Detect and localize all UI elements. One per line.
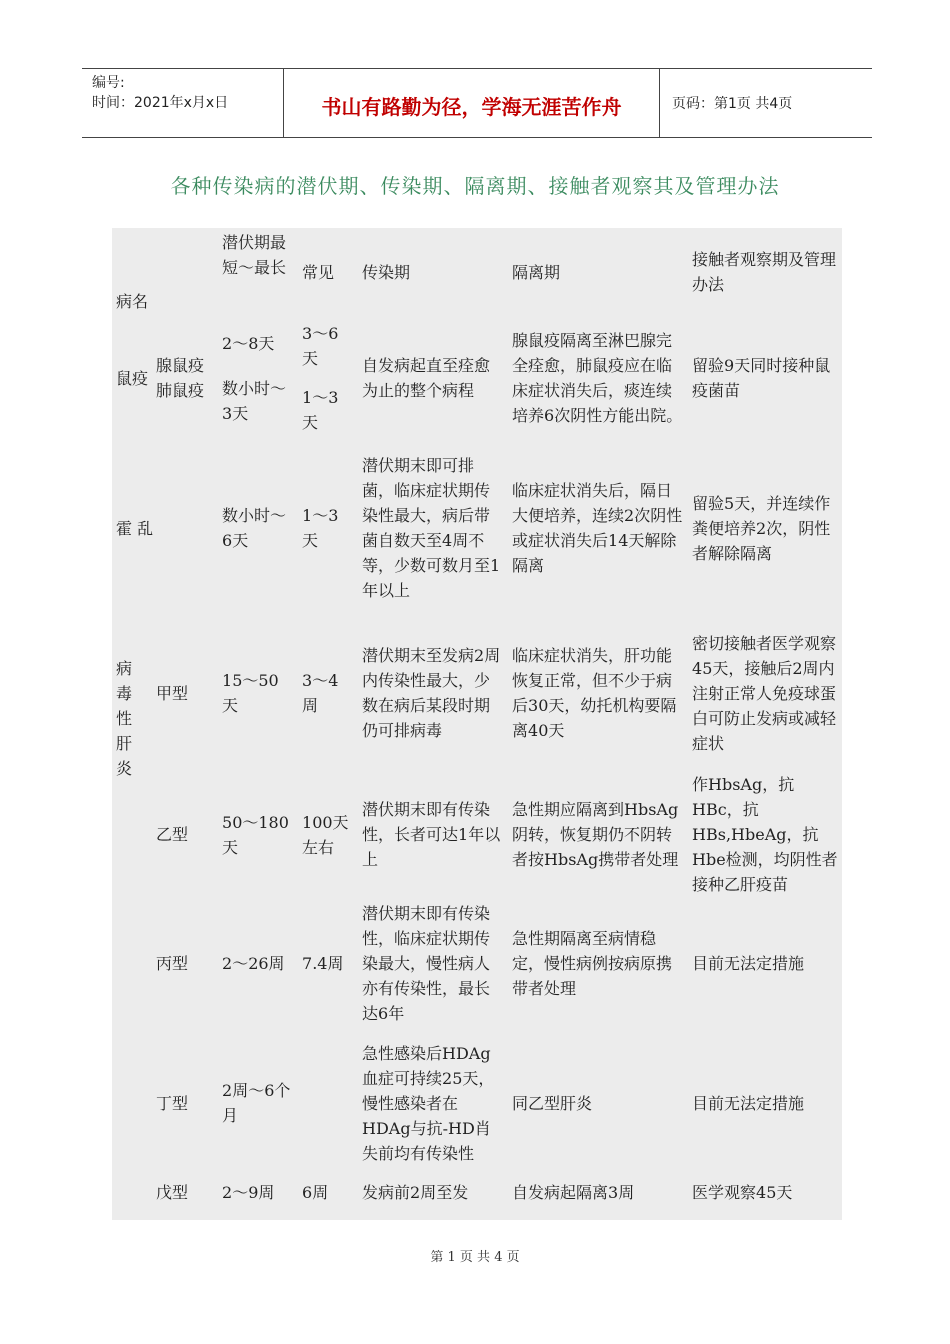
cholera-infectious: 潜伏期末即可排菌，临床症状期传染性最大，病后带菌自数天至4周不等，少数可数月至1年以上 — [362, 456, 501, 600]
hepatitis-c-contact: 目前无法定措施 — [692, 954, 805, 973]
header-contact: 接触者观察期及管理办法 — [692, 250, 837, 294]
hepatitis-a-common: 3～4周 — [302, 671, 339, 715]
table-row-hepatitis-d — [112, 1028, 842, 1178]
table-row-hepatitis-e — [112, 1178, 842, 1218]
plague-common — [298, 316, 358, 440]
hepatitis-e-type: 戊型 — [156, 1183, 189, 1202]
header-common: 常见 — [302, 262, 335, 282]
plague-subtype-2: 肺鼠疫 — [156, 381, 205, 400]
table-row-plague — [112, 316, 842, 440]
header-isolation-period: 隔离期 — [512, 262, 561, 282]
hepatitis-e-common: 6周 — [302, 1183, 329, 1202]
hepatitis-e-range: 2～9周 — [222, 1183, 275, 1202]
hepatitis-d-common — [298, 1028, 358, 1178]
cholera-range: 数小时～6天 — [222, 506, 287, 550]
table-row-hepatitis-a — [112, 616, 842, 770]
plague-subtypes — [152, 316, 218, 440]
hepatitis-d-type: 丁型 — [156, 1093, 189, 1113]
cholera-contact: 留验5天，并连续作粪便培养2次，阴性者解除隔离 — [692, 493, 831, 563]
hepatitis-e-infectious: 发病前2周至发 — [362, 1183, 469, 1202]
header-infectious-period: 传染期 — [362, 262, 411, 282]
disease-table-container — [112, 228, 842, 1220]
hepatitis-char-4: 肝 — [116, 734, 133, 753]
disease-table — [112, 228, 842, 1218]
table-header-row — [112, 228, 842, 316]
page-header — [82, 68, 872, 138]
plague-range-2: 数小时～3天 — [222, 378, 287, 423]
hepatitis-c-common: 7.4周 — [302, 954, 344, 973]
plague-range — [218, 316, 298, 440]
hepatitis-name — [112, 616, 152, 899]
plague-common-2: 1～3天 — [302, 388, 339, 432]
hepatitis-e-contact: 医学观察45天 — [692, 1183, 793, 1202]
hepatitis-a-isolation: 临床症状消失，肝功能恢复正常，但不少于病后30天，幼托机构要隔离40天 — [512, 646, 677, 740]
table-row-cholera — [112, 440, 842, 616]
hepatitis-c-type: 丙型 — [156, 954, 189, 973]
cholera-name: 霍 乱 — [116, 518, 154, 538]
number-label: 编号: — [92, 75, 125, 91]
hepatitis-d-range: 2周～6个月 — [222, 1081, 291, 1125]
hepatitis-b-contact: 作HbsAg，抗HBc，抗HBs,HbeAg，抗Hbe检测，均阴性者接种乙肝疫苗 — [692, 775, 838, 894]
plague-isolation: 腺鼠疫隔离至淋巴腺完全痊愈，肺鼠疫应在临床症状消失后，痰连续培养6次阴性方能出院。 — [512, 331, 683, 425]
table-row-hepatitis-c — [112, 899, 842, 1028]
hepatitis-char-2: 毒 — [116, 684, 133, 703]
hepatitis-a-range: 15～50天 — [222, 671, 279, 715]
hepatitis-b-range: 50～180天 — [222, 812, 289, 857]
hepatitis-b-common: 100天左右 — [302, 812, 349, 857]
hepatitis-b-isolation: 急性期应隔离到HbsAg阴转，恢复期仍不阴转者按HbsAg携带者处理 — [512, 800, 679, 869]
hepatitis-c-infectious: 潜伏期末即有传染性，临床症状期传染最大，慢性病人亦有传染性，最长达6年 — [362, 904, 491, 1023]
hepatitis-c-range: 2～26周 — [222, 954, 285, 973]
plague-subtype-1: 腺鼠疫 — [156, 356, 205, 375]
hepatitis-a-type: 甲型 — [156, 683, 189, 703]
hepatitis-b-type: 乙型 — [156, 825, 189, 844]
header-page-info: 页码：第1页 共4页 — [672, 96, 793, 112]
hepatitis-char-5: 炎 — [116, 759, 133, 778]
header-incubation-range: 潜伏期最短～最长 — [222, 233, 287, 277]
cholera-common: 1～3天 — [302, 506, 339, 550]
hepatitis-b-infectious: 潜伏期末即有传染性，长者可达1年以上 — [362, 800, 501, 869]
hepatitis-char-3: 性 — [116, 709, 133, 728]
header-meta — [82, 69, 284, 137]
plague-name: 鼠疫 — [116, 368, 149, 388]
hepatitis-e-isolation: 自发病起隔离3周 — [512, 1183, 635, 1202]
plague-infectious: 自发病起直至痊愈为止的整个病程 — [362, 356, 491, 400]
hepatitis-d-infectious: 急性感染后HDAg血症可持续25天，慢性感染者在HDAg与抗-HD肖失前均有传染性 — [362, 1043, 495, 1163]
page-footer: 第 1 页 共 4 页 — [430, 1250, 520, 1265]
hepatitis-a-infectious: 潜伏期末至发病2周内传染性最大，少数在病后某段时期仍可排病毒 — [362, 646, 501, 740]
table-row-hepatitis-b — [112, 770, 842, 899]
hepatitis-char-1: 病 — [116, 659, 133, 678]
hepatitis-d-isolation: 同乙型肝炎 — [512, 1093, 593, 1113]
hepatitis-a-contact: 密切接触者医学观察45天，接触后2周内注射正常人免疫球蛋白可防止发病或减轻症状 — [692, 633, 837, 753]
plague-common-1: 3～6天 — [302, 324, 339, 368]
plague-range-1: 2～8天 — [222, 333, 275, 353]
time-label: 时间：2021年x月x日 — [92, 95, 229, 111]
hepatitis-c-isolation: 急性期隔离至病情稳定，慢性病例按病原携带者处理 — [512, 929, 673, 998]
plague-contact: 留验9天同时接种鼠疫菌苗 — [692, 356, 831, 400]
header-motto: 书山有路勤为径，学海无涯苦作舟 — [284, 69, 660, 137]
header-disease: 病名 — [116, 292, 149, 311]
cholera-isolation: 临床症状消失后，隔日大便培养，连续2次阴性或症状消失后14天解除隔离 — [512, 481, 683, 575]
document-title: 各种传染病的潜伏期、传染期、隔离期、接触者观察其及管理办法 — [170, 174, 780, 198]
hepatitis-d-contact: 目前无法定措施 — [692, 1093, 805, 1113]
